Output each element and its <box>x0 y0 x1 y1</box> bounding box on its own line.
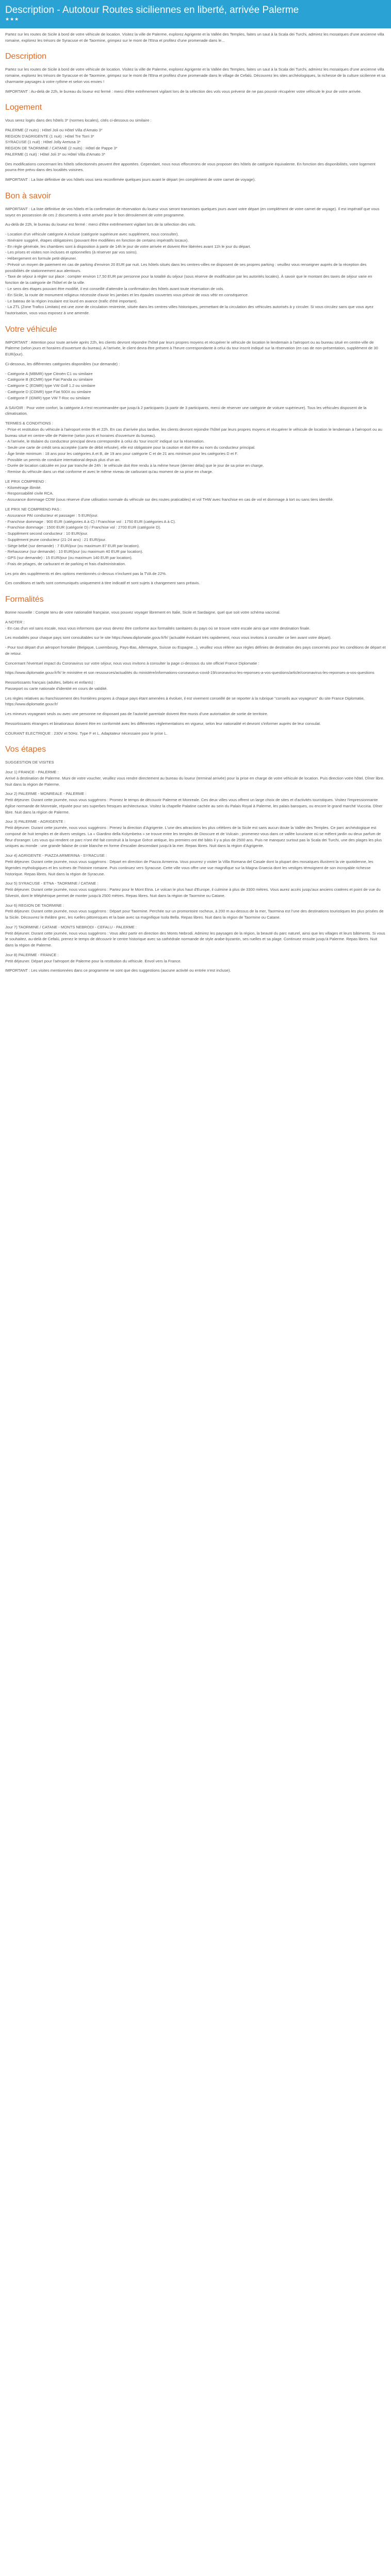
ressortissants-heading: Ressortissants français (adultes, bébés et enfants) : <box>5 680 95 685</box>
day-text: Petit déjeuner. Départ pour l'aéroport de Palerme pour la restitution du véhicule. Envol vers la France. <box>5 958 182 963</box>
prix-item: - Responsabilité civile RCA. <box>5 491 54 496</box>
bon-item: - En Sicile, la route de monument religieux nécessite d'avoir les jambes et les épaules couvertes vous prévoir de vous vêtir en conséquence. <box>5 292 249 297</box>
day-item <box>5 769 386 787</box>
hotel-list <box>5 127 386 158</box>
nonprix-item: - Franchise dommage : 900 EUR (catégories A à C) / Franchise vol : 1750 EUR (catégories A à C). <box>5 519 176 524</box>
bon-item: - Les prises et visites non incluses et optionnelles (à réserver par vos soins). <box>5 250 138 255</box>
day-item <box>5 791 386 815</box>
nonprix-heading: LE PRIX NE COMPREND PAS : <box>5 507 62 512</box>
nonprix-item: - Assurance PAI conducteur et passager : 5 EUR/jour. <box>5 513 99 518</box>
description-heading: Description <box>5 52 47 61</box>
vehicule-text-5: Ces conditions et tarifs sont communiqués uniquement à titre indicatif et sont sujets à changement sans préavis. <box>5 581 200 586</box>
formalites-text-4: - Pour tout départ d'un aéroport frontalier (Belgique, Luxembourg, Pays-Bas, Allemagne, Suisse ou Espagne...), veuillez vous référer aux règles définies de destination des pays concernés pour les conditions de départ et de retour. <box>5 645 386 656</box>
bon-item: - Itinéraire suggéré, étapes obligatoires (pouvant être modifiées en fonction de certains impératifs locaux). <box>5 238 189 243</box>
formalites-text-12: COURANT ELECTRIQUE : 230V et 50Hz. Type F et L. Adaptateur nécessaire pour le prise L. <box>5 731 168 736</box>
formalites-text-9: Les règles relatives au franchissement des frontières propres à chaque pays étant amenées à évoluer, il est vivement conseillé de se reporter à la rubrique "conseils aux voyageurs" du site France Diplomatie, https://www.diplomatie.gouv.fr/ <box>5 696 365 707</box>
formalites-text-11: Ressortissants étrangers et binationaux doivent être en conformité avec les différentes réglementations en vigueur, selon leur nationalité et devront s'informer auprès de leur consulat. <box>5 721 321 726</box>
day-text: Petit déjeuner. Durant cette journée, nous vous suggérons : Prenez la direction d'Agrigente. L'une des attractions les plus célèbres de la Sicile est sans aucun doute la Vallée des Temples. Ce parc archéologique est composé de huit temples et de divers vestiges. La « Giardino della Kolymbetra » se trouve entre les temples de Dioscure et de Vulcain ; promenez-vous dans ce vallée luxuriante où se mêlent jardin ou deux parfum de fleur d'oranger. Les vous qui rendent ce parc n'ont été fait construit à la longue Grèce antique, les premiers ont été bâtis il y a plus de 2500 ans. Puis ne manquez surtout pas la Scala dei Turchi, une des plages les plus uniques au monde : une grande falaise de craie blanche en forme d'escalier descendant jusqu'à la mer. Repas libres. Nuit dans la région d'Agrigente. <box>5 825 382 849</box>
day-text: Petit déjeuner. Durant cette journée, nous vous suggérons : Vous allez partir en direction des Monts Nebrodi. Admirez les paysages de la région, la beauté du parc naturel, ainsi que les villages et leurs bâtiments. Si vous le souhaitez, au-delà de Cefalù, prenez le temps de découvrir le centre historique avec sa cathédrale normande de style arabe-byzantin, ses ruelles et sa plage. Continuez ensuite jusqu'à Palerme. Repas libres. Nuit dans la région de Palerme. <box>5 930 385 948</box>
bon-item: - Prévoir un moyen de paiement en cas de parking d'environ 20 EUR par nuit. Les hôtels situés dans les centres-villes ne disposent de ses propres parking : veuillez vous renseigner auprès de la réception des possibilités de stationnement aux alentours. <box>5 262 367 273</box>
formalites-text-3: Les modalités pour chaque pays sont consultables sur le site https://www.diplomatie.gouv.fr/fr/ (actualité évoluant très rapidement, nous vous invitons à consulter ce lien avant votre départ). <box>5 635 332 640</box>
hotel-item: SYRACUSE (1 nuit) : Hôtel Jolly Aretusa 3* <box>5 140 81 145</box>
bon-list <box>5 231 386 316</box>
logement-text-2: IMPORTANT : La liste définitive de vos hôtels vous sera reconfirmée quelques jours avant le départ (en complément de votre carnet de voyage). <box>5 177 256 182</box>
bon-item: - La ZTL (Zone Trafico Limitato) est une zone de circulation restreinte, située dans les centres-villes historiques, permettant de la circulation des véhicules autorisés à y circuler. Si vous circulez sans que vous ayez l'autorisation, vous vous exposez à une amende. <box>5 304 373 316</box>
termes-heading: TERMES & CONDITIONS : <box>5 421 53 426</box>
formalites-text-10: Les mineurs voyageant seuls ou avec une personne ne disposant pas de l'autorité parentale doivent être munis d'une autorisation de sortie de territoire. <box>5 711 268 717</box>
bon-item: - Hébergement en formule petit-déjeuner. <box>5 256 77 261</box>
vehicule-heading: Votre véhicule <box>5 325 57 334</box>
nonprix-item: - GPS (sur demande) : 15 EUR/jour (ou maximum 140 EUR par location). <box>5 555 133 561</box>
page-header <box>0 0 391 28</box>
termes-item: - Remise du véhicule dans un état conforme et avec le même niveau de carburant qu'au moment de sa prise en charge. <box>5 469 213 474</box>
bon-text-1: IMPORTANT : La liste définitive de vos hôtels et la confirmation de réservation du loueur vous seront transmises quelques jours avant votre départ (en complément de votre carnet de voyage). Il est impératif que vous soyez en possession de ces 2 documents à votre arrivée pour le bon déroulement de votre programme. <box>5 206 380 217</box>
category-item: - Catégorie A (MBMR) type Citroën C1 ou similaire <box>5 371 93 376</box>
prix-heading: LE PRIX COMPREND : <box>5 479 46 484</box>
bon-item: - Location d'un véhicule catégorie A incluse (catégorie supérieure avec supplément, nous consulter). <box>5 232 179 237</box>
page-title: Description - Autotour Routes siciliennes en liberté, arrivée Palerme <box>5 5 299 15</box>
day-title: Jour 2) PALERME - MONREALE - PALERME : <box>5 791 87 796</box>
termes-item: - Durée de location calculée en jour par tranche de 24h : le véhicule doit être rendu à la même heure (dernier délai) que le jour de sa prise en charge. <box>5 463 264 468</box>
termes-item: - A l'arrivée, le titulaire du conducteur principal devra correspondre à celui du 'tour inscrit' indiqué sur la réservation. <box>5 439 205 444</box>
day-title: Jour 3) PALERME - AGRIGENTE : <box>5 819 66 824</box>
hotel-item: PALERME (2 nuits) : Hôtel Joli ou Hôtel Villa d'Amato 3* <box>5 127 103 132</box>
bon-a-savoir-heading: Bon à savoir <box>5 192 51 201</box>
day-text: Petit déjeuner. Durant cette journée, nous vous suggérons : Départ en direction de Piazza Armerina. Vous pourrez y visiter la Villa Romana del Casale dont la plupart des mosaïques illustrent la vie quotidienne, les légendes mythologiques et les scènes de l'histoire romaine. Puis continuez vers Syracuse. Cette ville vous offre une vue magnifique sur la Magna Graecia dont les vestiges témoignent de son incroyable richesse historique. Repas libres. Nuit dans la région de Syracuse. <box>5 859 373 876</box>
bon-item: - Le sens des étapes pouvant être modifié, il est conseillé d'attendre la confirmation des hôtels avant toute réservation de vols. <box>5 286 224 291</box>
hotel-item: REGION D'AGRIGENTE (1 nuit) : Hôtel Tre Torri 3* <box>5 133 94 139</box>
main-content <box>0 28 391 974</box>
day-title: Jour 5) SYRACUSE - ETNA - TAORMINE / CATANE : <box>5 881 99 886</box>
star-rating: ★★★ <box>5 16 20 22</box>
category-item: - Catégorie F (IDMR) type VW T-Roc ou similaire <box>5 395 90 400</box>
day-title: Jour 8) PALERME - FRANCE : <box>5 952 59 957</box>
note-text: - En cas d'un vol sans escale, nous vous informons que vous devrez être conforme aux formalités sanitaires du pays où se trouve votre escale ainsi que votre destination finale. <box>5 625 311 631</box>
category-item: - Catégorie C (EDMR) type VW Golf 1.2 ou similaire <box>5 383 95 388</box>
termes-item: - Possible un permis de conduire international depuis plus d'un an. <box>5 457 121 462</box>
logement-heading: Logement <box>5 103 42 112</box>
vehicule-text-4: Les prix des suppléments et des options mentionnés ci-dessus n'incluent pas la TVA de 22%. <box>5 571 167 576</box>
nonprix-item: - Franchise dommage : 1500 EUR (catégorie D) / Franchise vol : 2700 EUR (catégorie D). <box>5 525 161 530</box>
bon-item: - En règle générale, les chambres sont à disposition à partir de 14h le jour de votre arrivée et doivent être libérées avant 11h le jour du départ. <box>5 244 251 249</box>
day-title: Jour 7) TAORMINE / CATANE - MONTS NEBRODI - CEFALU - PALERME : <box>5 924 137 929</box>
termes-item: - Âge limite minimum : 18 ans pour les catégories A et B, de 19 ans pour catégorie C et de 21 ans minimum pour les catégories D et F. <box>5 451 238 456</box>
prix-item: - Assurance dommage CDW (sous réserve d'une utilisation normale du véhicule sur des routes praticables) et vol THW avec franchise en cas de vol et dommage à tort ou sans tiers identifié. <box>5 497 334 502</box>
bon-item: - Taxe de séjour à régler sur place : compter environ 17,50 EUR par personne pour la totalité du séjour (sous réserve de modification par les autorités locales). À savoir que le montant des taxes de séjour varie en fonction de la catégorie de l'hôtel et de la ville. <box>5 274 372 285</box>
suggestion-label: SUGGESTION DE VISITES <box>5 760 54 765</box>
category-item: - Catégorie D (CDMR) type Fiat 500X ou similaire <box>5 389 91 394</box>
day-title: Jour 1) FRANCE - PALERME : <box>5 770 59 775</box>
ressortissants-text: Passeport ou carte nationale d'identité en cours de validité. <box>5 686 108 691</box>
category-list <box>5 371 386 401</box>
nonprix-item: - Frais de péages, de carburant et de parking et frais d'administration. <box>5 561 126 566</box>
nonprix-item: - Siège bébé (sur demande) : 7 EUR/jour (ou maximum 87 EUR par location). <box>5 543 140 548</box>
termes-block <box>5 420 386 475</box>
hotel-item: PALERME (1 nuit) : Hôtel Joli 3* ou Hôtel Villa d'Amato 3* <box>5 151 106 157</box>
day-title: Jour 6) REGION DE TAORMINE : <box>5 903 64 908</box>
description-text-1: Partez sur les routes de Sicile à bord de votre véhicule de location. Visitez la ville de Palerme, explorez Agrigente et la Vallée des Temples, faites un saut à la Scala dei Turchi, admirez les mosaïques d'une ancienne villa romaine, explorez les trésors de Syracuse et de Taormine, grimpez sur le mont de l'Etna et profitez d'une promenade dans le village de Cefalù. Découvrez les sites archéologiques, la richesse de la culture sicilienne et sa charmante paysages à votre rythme et selon vos envies ! <box>5 67 386 84</box>
day-item <box>5 924 386 948</box>
bon-item: - Le bateau de la région insulaire est lourd en avance (trafic d'été important). <box>5 298 138 303</box>
day-title: Jour 4) AGRIGENTE - PIAZZA ARMERINA - SYRACUSE : <box>5 853 107 858</box>
day-item <box>5 903 386 921</box>
logement-intro: Vous serez logés dans des hôtels 3* (normes locales), cités ci-dessous ou similaire : <box>5 118 152 123</box>
formalites-link[interactable]: https://www.diplomatie.gouv.fr/fr/ le ministère et son ressources/actualités du ministère/informations-coronavirus-covid-19/coronavirus-les-reponses-a-vos-questions/article/coronavirus-les-reponses-a-vos-questions <box>5 670 374 675</box>
category-item: - Catégorie B (ECMR) type Fiat Panda ou similaire <box>5 377 93 382</box>
note-heading: A NOTER : <box>5 619 25 624</box>
day-text: Petit déjeuner. Durant cette journée, nous vous suggérons : Promez le temps de découvrir Palerme et Monreale. Ces deux villes vous offrent un large choix de sites et d'activités touristiques. Visitez l'impressionnante église normande de Monreale, réputée pour ses superbes fresques architecturaux. Visitez la chapelle Palatine cachée au sein du Palais Royal à Palerme, les palais baroques, ou encore le grand marché Vucciria. Dîner libre. Nuit dans la région de Palerme. <box>5 798 383 815</box>
formalites-text-5: Concernant l'éventuel impact du Coronavirus sur votre séjour, nous vous invitons à consulter la page ci-dessous du site officiel France Diplomatie : <box>5 660 259 666</box>
day-item <box>5 819 386 849</box>
vehicule-text-2: Ci-dessous, les différentes catégories disponibles (sur demande) : <box>5 361 120 366</box>
day-text: Petit déjeuner. Durant cette journée, nous vous suggérons : Départ pour Taormine. Perchée sur un promontoire rocheux, à 200 m au-dessus de la mer, Taormina est l'une des destinations touristiques les plus prisées de la Sicile. Découvrez le théâtre grec, les ruelles pittoresques et la baie avec sa magnifique Isola Bella. Repas libres. Nuit dans la région de Taormine ou Catane. <box>5 909 384 920</box>
ressortissants-block <box>5 680 386 692</box>
termes-item: - Seule une carte de crédit sera acceptée (carte de débit refusée), elle est obligatoire pour la caution et doit être au nom du conducteur principal. <box>5 445 256 450</box>
hotel-item: REGION DE TAORMINE / CATANE (2 nuits) : Hôtel de Pappe 3* <box>5 146 118 151</box>
day-text: Arrivé à destination de Palerme. Muni de votre voucher, veuillez vous rendre directement au bureau du loueur (terminal arrivée) pour la prise en charge de votre véhicule de location. Puis direction votre hôtel. Dîner libre. Nuit dans la région de Palerme. <box>5 775 384 787</box>
termes-item: - Prise et restitution du véhicule à l'aéroport entre 9h et 22h. En cas d'arrivée plus tardive, les clients devront rejoindre l'hôtel par leurs propres moyens et récupérer le véhicule de location le lendemain à l'aéroport ou au bureau situé en centre-ville de Palerme (selon jours et horaires d'ouverture du bureau). <box>5 427 382 438</box>
nonprix-item: - Rehausseur (sur demande) : 10 EUR/jour (ou maximum 40 EUR par location). <box>5 549 143 554</box>
nonprix-item: - Supplément jeune conducteur (21-24 ans) : 21 EUR/jour. <box>5 537 106 542</box>
nonprix-block <box>5 506 386 567</box>
description-text-2: IMPORTANT : Au-delà de 22h, le bureau du loueur est fermé : merci d'être extrêmement vigilant lors de la sélection des vols vous prévenir de ne pas pouvoir récupérer votre véhicule le jour de votre arrivée. <box>5 89 362 94</box>
note-block <box>5 619 386 632</box>
etapes-heading: Vos étapes <box>5 745 46 754</box>
prix-item: - Kilométrage illimité. <box>5 485 42 490</box>
etapes-final-note: IMPORTANT : Les visites mentionnées dans ce programme ne sont que des suggestions (aucune activité ou entrée n'est incluse). <box>5 968 231 973</box>
day-item <box>5 853 386 877</box>
prix-block <box>5 479 386 503</box>
vehicule-text-1: IMPORTANT : Attention pour toute arrivée après 22h, les clients devront répondre l'hôtel par leurs propres moyens et récupérer le véhicule de location le lendemain à l'aéroport ou au bureau situé en centre-ville de Palerme (selon jours et horaires d'ouverture du bureau). A l'arrivée, le client devra être présent à l'heure correspondante à celui du tour inscrit indiqué sur la réservation (en cas de non-présentation, supplément de 30 EUR/jour). <box>5 340 378 357</box>
bon-text-2: Au-delà de 22h, le bureau du loueur est fermé : merci d'être extrêmement vigilant lors de la sélection des vols. <box>5 222 196 227</box>
formalites-heading: Formalités <box>5 595 44 604</box>
formalites-text-1: Bonne nouvelle : Compte tenu de votre nationalité française, vous pouvez voyager librement en Italie, Sicile et Sardaigne, quel que soit votre schéma vaccinal. <box>5 609 281 615</box>
vehicule-text-3: A SAVOIR : Pour votre confort, la catégorie A n'est recommandée que jusqu'à 2 participants (à partir de 3 participants, merci de réserver une catégorie de voiture supérieure). Tous les véhicules disposent de la climatisation. <box>5 405 367 416</box>
intro-text: Partez sur les routes de Sicile à bord de votre véhicule de location. Visitez la ville de Palerme, explorez Agrigente et la Vallée des Temples, faites un saut à la Scala dei Turchi, admirez les mosaïques d'une ancienne villa romaine, explorez les trésors de Syracuse et de Taormine, grimpez sur le mont de l'Etna et profitez d'une promenade dans le... <box>5 31 384 43</box>
logement-text-1: Des modifications concernant les hôtels sélectionnés peuvent être apportées. Cependant, nous nous efforcerons de vous proposer des hôtels de catégorie équivalente. En fonction des disponibilités, votre logement pourra être prévu dans des localités voisines. <box>5 161 376 173</box>
day-text: Petit déjeuner. Durant cette journée, nous vous suggérons : Partez pour le Mont Etna. Le volcan le plus haut d'Europe, il culmine à plus de 3300 mètres. Vous aurez accès jusqu'aux anciens cratères et point de vue du Silvestri, dont le téléphérique permet de monter jusqu'à 2500 mètres. Repas libres. Nuit dans la région de Taormine ou Catane. <box>5 887 381 898</box>
day-item <box>5 952 386 964</box>
day-item <box>5 880 386 899</box>
nonprix-item: - Supplément second conducteur : 10 EUR/jour. <box>5 531 88 536</box>
